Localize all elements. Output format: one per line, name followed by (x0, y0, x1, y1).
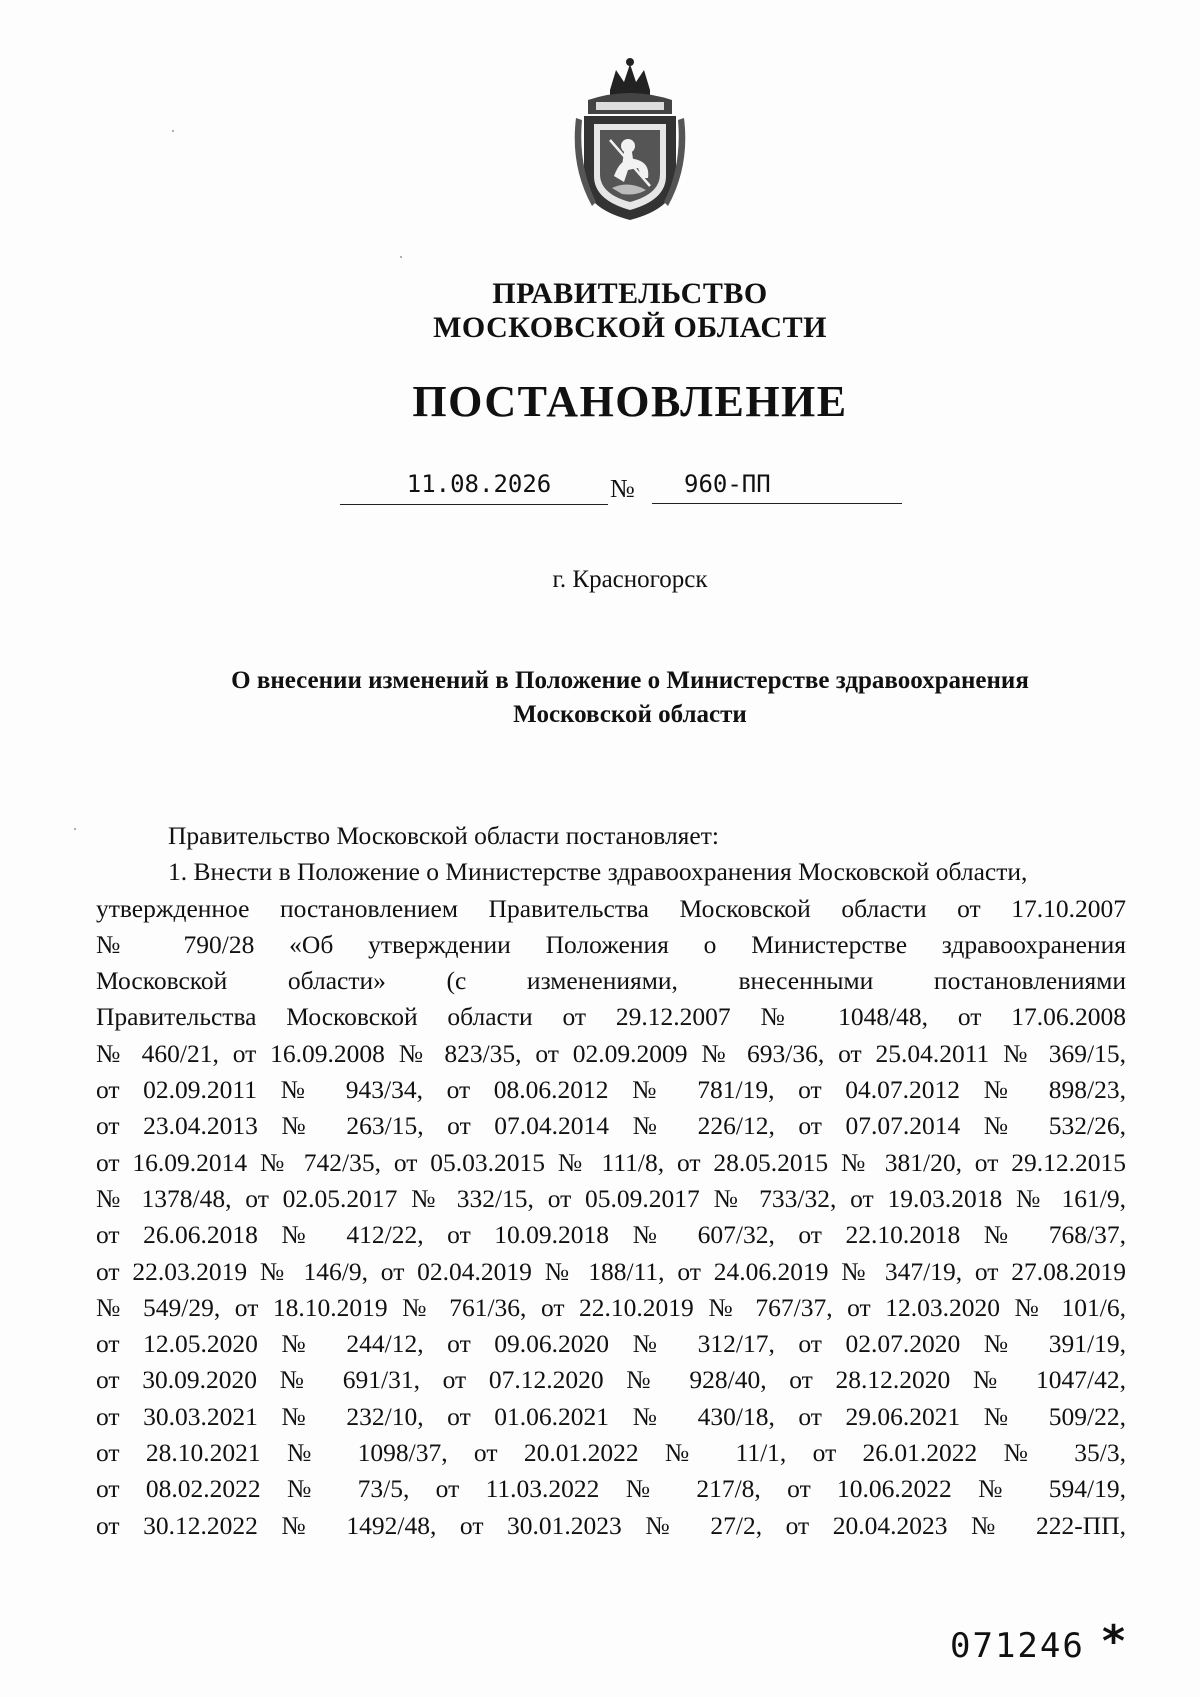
body-line: № 1378/48, от 02.05.2017 № 332/15, от 05.09.2017 № 733/32, от 19.03.2018 № 161/9, (96, 1183, 1126, 1213)
document-title (0, 664, 1200, 732)
body-line: от 02.09.2011 № 943/34, от 08.06.2012 № 781/19, от 04.07.2012 № 898/23, (96, 1075, 1126, 1105)
scan-speck (400, 256, 402, 258)
body-line: от 30.09.2020 № 691/31, от 07.12.2020 № 928/40, от 28.12.2020 № 1047/42, (96, 1365, 1126, 1395)
scan-speck (74, 828, 76, 830)
body-line: от 28.10.2021 № 1098/37, от 20.01.2022 № 11/1, от 26.01.2022 № 35/3, (96, 1438, 1126, 1468)
body-line: от 30.03.2021 № 232/10, от 01.06.2021 № 430/18, от 29.06.2021 № 509/22, (96, 1401, 1126, 1431)
document-title-line-1: О внесении изменений в Положение о Министерстве здравоохранения (231, 667, 1029, 694)
document-type-heading: ПОСТАНОВЛЕНИЕ (412, 377, 848, 426)
scan-speck (172, 130, 174, 132)
body-line: от 23.04.2013 № 263/15, от 07.04.2014 № 226/12, от 07.07.2014 № 532/26, (96, 1111, 1126, 1141)
government-name-line-2: МОСКОВСКОЙ ОБЛАСТИ (433, 311, 827, 344)
body-line: от 16.09.2014 № 742/35, от 05.03.2015 № 111/8, от 28.05.2015 № 381/20, от 29.12.2015 (96, 1147, 1126, 1177)
body-line: от 12.05.2020 № 244/12, от 09.06.2020 № 312/17, от 02.07.2020 № 391/19, (96, 1329, 1126, 1359)
document-title-line-2: Московской области (513, 701, 747, 728)
registration-date: 11.08.2026 (340, 470, 608, 505)
body-line: № 549/29, от 18.10.2019 № 761/36, от 22.10.2019 № 767/37, от 12.03.2020 № 101/6, (96, 1292, 1126, 1322)
body-line: № 790/28 «Об утверждении Положения о Министерстве здравоохранения (96, 929, 1126, 959)
body-line: 1. Внести в Положение о Министерстве здравоохранения Московской области, (168, 857, 1028, 887)
registration-row (340, 470, 900, 510)
serial-stamp-number: 071246 (950, 1626, 1085, 1666)
body-line: Московской области» (с изменениями, внесенными постановлениями (96, 966, 1126, 996)
registration-number: 960-ПП (652, 470, 902, 504)
government-name-line-1: ПРАВИТЕЛЬСТВО (492, 277, 768, 310)
body-line: Правительства Московской области от 29.12.2007 № 1048/48, от 17.06.2008 (96, 1002, 1126, 1032)
city-line: г. Красногорск (552, 566, 708, 593)
body-line: от 08.02.2022 № 73/5, от 11.03.2022 № 217/8, от 10.06.2022 № 594/19, (96, 1474, 1126, 1504)
coat-of-arms-icon (566, 56, 694, 224)
document-body (96, 818, 1126, 1544)
body-line: утвержденное постановлением Правительства Московской области от 17.10.2007 (96, 893, 1126, 923)
body-line: от 30.12.2022 № 1492/48, от 30.01.2023 № 27/2, от 20.04.2023 № 222-ПП, (96, 1510, 1126, 1540)
body-line: № 460/21, от 16.09.2008 № 823/35, от 02.09.2009 № 693/36, от 25.04.2011 № 369/15, (96, 1038, 1126, 1068)
body-line: от 22.03.2019 № 146/9, от 02.04.2019 № 188/11, от 24.06.2019 № 347/19, от 27.08.2019 (96, 1256, 1126, 1286)
serial-stamp-mark: * (1102, 1616, 1126, 1667)
body-line: от 26.06.2018 № 412/22, от 10.09.2018 № 607/32, от 22.10.2018 № 768/37, (96, 1220, 1126, 1250)
body-preamble: Правительство Московской области постановляет: (168, 821, 719, 850)
number-sign: № (610, 474, 635, 503)
